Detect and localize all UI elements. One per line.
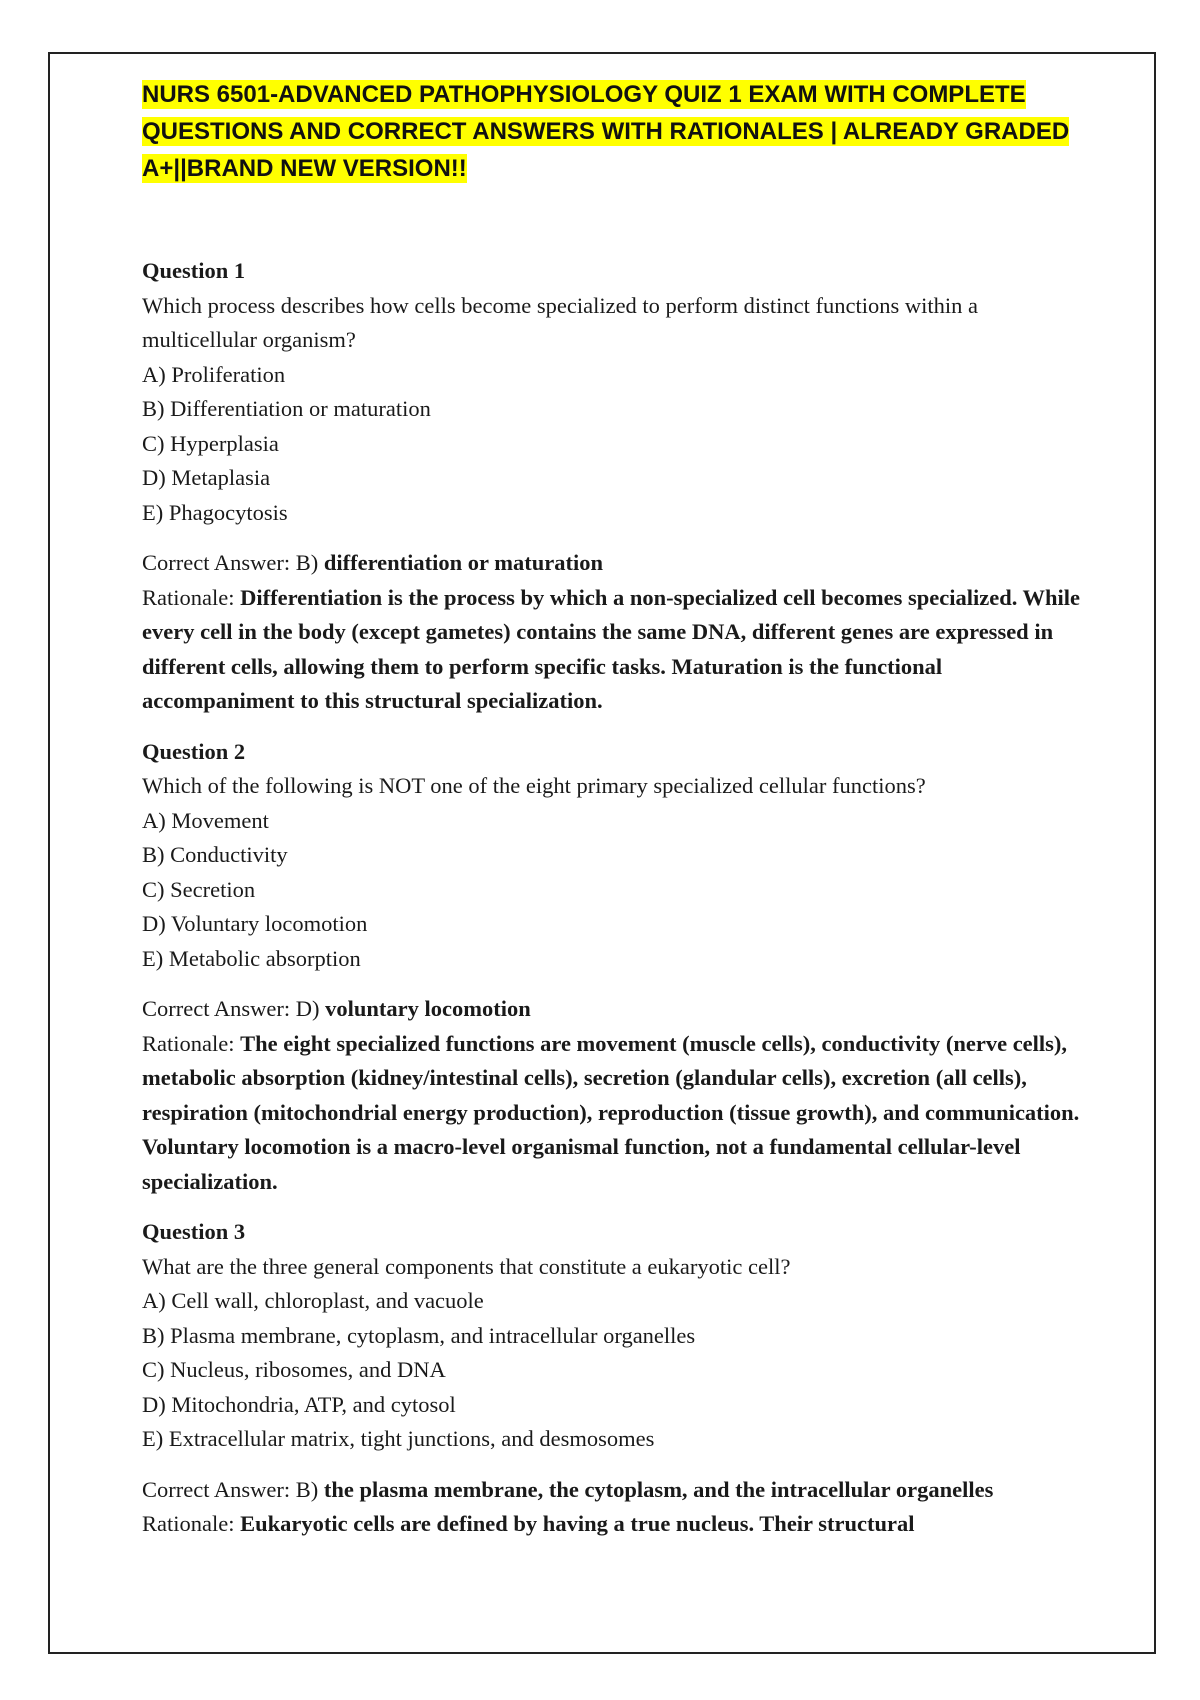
option-a: A) Proliferation [142, 361, 286, 387]
answer-block [142, 992, 1082, 1199]
question-text: What are the three general components that constitute a eukaryotic cell? [142, 1253, 791, 1279]
rationale-label: Rationale: [142, 1511, 235, 1536]
option-d: D) Metaplasia [142, 465, 271, 490]
option-c: C) Hyperplasia [142, 430, 279, 456]
answer-block [142, 1473, 1082, 1542]
rationale-label: Rationale: [142, 584, 235, 610]
rationale-text: Differentiation is the process by which a non-specialized cell becomes specialized. While every cell in the body (except gametes) contains the same DNA, different genes are expressed in different cells, allowing them to perform specific tasks. Maturation is the functional accompaniment to this structural specialization. [142, 584, 1081, 713]
rationale-text: Eukaryotic cells are defined by having a true nucleus. Their structural [240, 1511, 915, 1536]
option-c: C) Nucleus, ribosomes, and DNA [142, 1357, 446, 1382]
correct-answer-label: Correct Answer: [142, 996, 291, 1021]
correct-answer [142, 1473, 1082, 1508]
correct-answer-letter: D) [295, 996, 320, 1021]
answer-options [142, 358, 1082, 531]
option-e: E) Phagocytosis [142, 499, 288, 525]
question-text: Which of the following is NOT one of the eight primary specialized cellular functions? [142, 773, 926, 798]
correct-answer-label: Correct Answer: [142, 550, 291, 575]
option-b: B) Plasma membrane, cytoplasm, and intracellular organelles [142, 1322, 696, 1348]
answer-block [142, 546, 1082, 719]
option-c: C) Secretion [142, 876, 256, 902]
question-3 [142, 1215, 1082, 1542]
correct-answer [142, 992, 1082, 1027]
option-e: E) Metabolic absorption [142, 945, 361, 971]
option-d: D) Mitochondria, ATP, and cytosol [142, 1391, 456, 1417]
document-title-highlight: NURS 6501-ADVANCED PATHOPHYSIOLOGY QUIZ 1 EXAM WITH COMPLETE QUESTIONS AND CORRECT ANSWERS WITH RATIONALES | ALREADY GRADED A+||BRAND NEW VERSION!! [142, 81, 1070, 182]
correct-answer-letter: B) [295, 550, 319, 575]
correct-answer-letter: B) [295, 1476, 319, 1502]
option-b: B) Conductivity [142, 842, 288, 867]
answer-options [142, 1284, 1082, 1457]
option-a: A) Movement [142, 807, 269, 833]
question-heading: Question 2 [142, 738, 246, 764]
rationale [142, 1027, 1082, 1200]
answer-options [142, 804, 1082, 977]
rationale-text: The eight specialized functions are movement (muscle cells), conductivity (nerve cells), metabolic absorption (kidney/intestinal cells), secretion (glandular cells), excretion (all cells), respiration (mitochondrial energy production), reproduction (tissue growth), and communication. Voluntary locomotion is a macro-level organismal function, not a fundamental cellular-level specialization. [142, 1030, 1080, 1194]
rationale-label: Rationale: [142, 1030, 235, 1056]
document-title [142, 76, 1082, 187]
option-a: A) Cell wall, chloroplast, and vacuole [142, 1288, 484, 1313]
option-b: B) Differentiation or maturation [142, 396, 431, 421]
option-e: E) Extracellular matrix, tight junctions, and desmosomes [142, 1426, 655, 1451]
question-heading: Question 3 [142, 1219, 246, 1244]
correct-answer [142, 546, 1082, 581]
rationale [142, 581, 1082, 719]
question-text: Which process describes how cells become specialized to perform distinct functions within a multicellular organism? [142, 292, 978, 352]
rationale [142, 1507, 1082, 1542]
question-2 [142, 735, 1082, 1200]
correct-answer-text: voluntary locomotion [325, 996, 531, 1021]
question-heading: Question 1 [142, 258, 246, 283]
option-d: D) Voluntary locomotion [142, 911, 368, 936]
correct-answer-text: differentiation or maturation [323, 550, 603, 575]
document-body [142, 76, 1082, 1542]
correct-answer-label: Correct Answer: [142, 1476, 291, 1502]
question-1 [142, 254, 1082, 719]
correct-answer-text: the plasma membrane, the cytoplasm, and the intracellular organelles [323, 1476, 994, 1502]
